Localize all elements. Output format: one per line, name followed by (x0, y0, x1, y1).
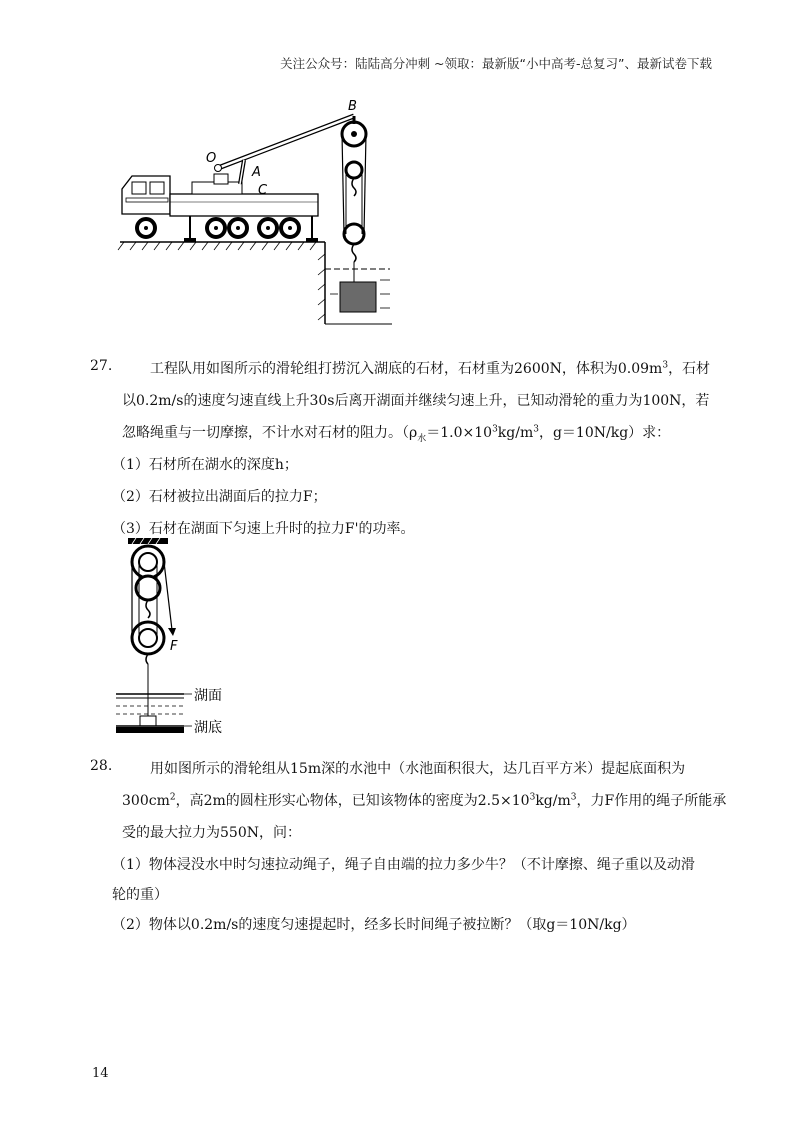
question-number: 28. (90, 758, 113, 774)
question-number: 27. (90, 358, 113, 374)
page-header: 关注公众号：陆陆高分冲刺 ~领取：最新版“小中高考-总复习”、最新试卷下载 (280, 56, 712, 71)
label-o: O (206, 151, 217, 166)
lake-bottom-label: 湖底 (194, 720, 222, 736)
crane-truck-figure (110, 94, 410, 330)
sub-question-1-cont: 轮的重） (112, 887, 168, 903)
page-number: 14 (92, 1066, 109, 1081)
question-text-line: $300cm^2$，高2m的圆柱形实心物体，已知该物体的密度为$2.5\times 10^3kg/m^3$，力F作用的绳子所能承 (122, 792, 727, 809)
label-c: C (258, 183, 268, 198)
label-b: B (348, 99, 357, 114)
sub-question-3: （3）石材在湖面下匀速上升时的拉力F'的功率。 (112, 521, 415, 537)
force-label: F (170, 639, 178, 654)
sub-question-1: （1）物体浸没水中时匀速拉动绳子，绳子自由端的拉力多少牛？（不计摩擦、绳子重以及动滑 (112, 857, 695, 873)
lake-surface-label: 湖面 (194, 688, 222, 704)
pulley-lake-figure (112, 534, 252, 744)
question-text-line: 工程队用如图所示的滑轮组打捞沉入湖底的石材，石材重为2600N，体积为$0.09m^3$，石材 (150, 360, 711, 377)
question-text-line: 受的最大拉力为550N，问： (122, 825, 301, 841)
sub-question-2: （2）石材被拉出湖面后的拉力F； (112, 489, 327, 505)
question-text-line: 用如图所示的滑轮组从15m深的水池中（水池面积很大，达几百平方米）提起底面积为 (150, 761, 686, 777)
sub-question-1: （1）石材所在湖水的深度h； (112, 457, 298, 473)
question-text-line: 忽略绳重与一切摩擦，不计水对石材的阻力。（$\rho_水=1.0\times 10^3kg/m^3$，g＝10N/kg）求： (122, 424, 671, 444)
question-text-line: 以0.2m/s的速度匀速直线上升30s后离开湖面并继续匀速上升，已知动滑轮的重力为100N，若 (122, 393, 710, 409)
sub-question-2: （2）物体以0.2m/s的速度匀速提起时，经多长时间绳子被拉断？（取g＝10N/kg） (112, 917, 636, 933)
label-a: A (252, 165, 261, 180)
